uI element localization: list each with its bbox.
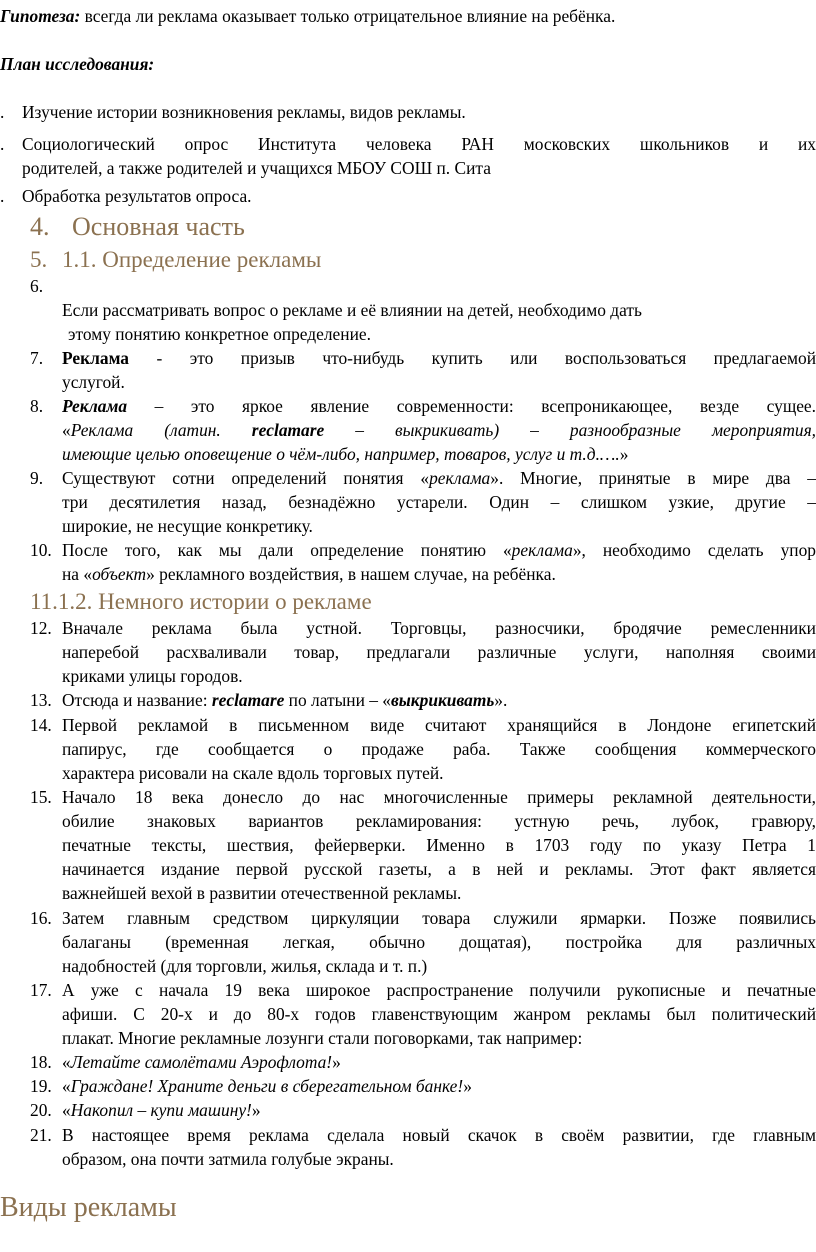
item-10-line-1: После того, как мы дали определение понятию «реклама», необходимо сделать упор	[62, 540, 816, 560]
plan-marker-1: .	[0, 102, 5, 122]
item-15-line-4: начинается издание первой русской газеты, а в ней и рекламы. Этот факт является	[62, 859, 816, 879]
item-13-number: 13.	[30, 690, 52, 710]
item-9-line-1: Существуют сотни определений понятия «реклама». Многие, принятые в мире два –	[62, 468, 816, 488]
item-7-line-2: услугой.	[62, 372, 125, 392]
item-21-line-2: образом, она почти затмила голубые экраны.	[62, 1149, 394, 1169]
item-9-number: 9.	[30, 468, 44, 488]
item-16-line-3: надобностей (для торговли, жилья, склада и т. п.)	[62, 956, 428, 976]
item-15-line-3: печатные тексты, шествия, фейерверки. Именно в 1703 году по указу Петра 1	[62, 835, 816, 855]
plan-item-2-line-1: Социологический опрос Института человека РАН московских школьников и их	[22, 134, 816, 154]
plan-item-2-line-2: родителей, а также родителей и учащихся МБОУ СОШ п. Сита	[22, 158, 491, 178]
item-16-line-1: Затем главным средством циркуляции товара служили ярмарки. Позже появились	[62, 908, 816, 928]
item-6-line-2: этому понятию конкретное определение.	[68, 324, 371, 344]
item-12-line-2: наперебой расхваливали товар, предлагали различные услуги, наполняя своими	[62, 642, 816, 662]
item-16-line-2: балаганы (временная легкая, обычно дощатая), постройка для различных	[62, 932, 816, 952]
item-19-number: 19.	[30, 1076, 52, 1096]
item-18-number: 18.	[30, 1052, 52, 1072]
item-8-number: 8.	[30, 396, 44, 416]
plan-marker-3: .	[0, 186, 5, 206]
plan-item-3: Обработка результатов опроса.	[22, 186, 252, 206]
item-15-line-1: Начало 18 века донесло до нас многочисленные примеры рекламной деятельности,	[62, 787, 816, 807]
item-8-line-1: Реклама – это яркое явление современности: всепроникающее, везде сущее.	[62, 396, 816, 416]
item-12-line-3: криками улицы городов.	[62, 666, 243, 686]
item-17-line-2: афиши. С 20-х и до 80-х годов главенствующим жанром рекламы был политический	[62, 1004, 816, 1024]
subheading-1-number: 5.	[30, 247, 48, 272]
main-heading: Основная часть	[72, 212, 245, 241]
item-14-line-3: характера рисовали на скале вдоль торговых путей.	[62, 763, 444, 783]
item-21-line-1: В настоящее время реклама сделала новый скачок в своём развитии, где главным	[62, 1125, 816, 1145]
item-9-line-2: три десятилетия назад, безнадёжно устарели. Один – слишком узкие, другие –	[62, 492, 816, 512]
item-9-line-3: широкие, не несущие конкретику.	[62, 516, 313, 536]
item-17-line-3: плакат. Многие рекламные лозунги стали поговорками, так например:	[62, 1028, 583, 1048]
hypothesis-text: всегда ли реклама оказывает только отрицательное влияние на ребёнка.	[80, 6, 616, 26]
plan-item-1: Изучение истории возникновения рекламы, видов рекламы.	[22, 102, 466, 122]
subheading-1: 1.1. Определение рекламы	[62, 247, 322, 272]
hypothesis-line	[0, 4, 615, 28]
item-16-number: 16.	[30, 908, 52, 928]
item-10-number: 10.	[30, 540, 52, 560]
item-18-line: «Летайте самолётами Аэрофлота!»	[62, 1052, 341, 1072]
plan-marker-2: .	[0, 134, 5, 154]
item-15-line-2: обилие знаковых вариантов рекламирования: устную речь, лубок, гравюру,	[62, 811, 816, 831]
item-14-line-2: папирус, где сообщается о продаже раба. Также сообщения коммерческого	[62, 739, 816, 759]
hypothesis-label: Гипотеза:	[0, 6, 81, 26]
item-14-line-1: Первой рекламой в письменном виде считают хранящийся в Лондоне египетский	[62, 715, 816, 735]
item-7-line-1: Реклама - это призыв что-нибудь купить или воспользоваться предлагаемой	[62, 348, 816, 368]
item-8-line-3: имеющие целью оповещение о чём-либо, например, товаров, услуг и т.д.….»	[62, 444, 629, 464]
item-10-line-2: на «объект» рекламного воздействия, в нашем случае, на ребёнка.	[62, 564, 556, 584]
item-21-number: 21.	[30, 1125, 52, 1145]
item-6-line-1: Если рассматривать вопрос о рекламе и её влиянии на детей, необходимо дать	[62, 300, 642, 320]
item-20-number: 20.	[30, 1100, 52, 1120]
subheading-2: 11.1.2. Немного истории о рекламе	[30, 589, 372, 614]
item-6-number: 6.	[30, 276, 44, 296]
item-7-number: 7.	[30, 348, 44, 368]
item-14-number: 14.	[30, 715, 52, 735]
item-15-line-5: важнейшей вехой в развитии отечественной рекламы.	[62, 883, 462, 903]
item-20-line: «Накопил – купи машину!»	[62, 1100, 261, 1120]
item-19-line: «Граждане! Храните деньги в сберегательном банке!»	[62, 1076, 472, 1096]
item-17-line-1: А уже с начала 19 века широкое распространение получили рукописные и печатные	[62, 980, 816, 1000]
plan-title: План исследования:	[0, 54, 155, 74]
item-13-line: Отсюда и название: reclamare по латыни – «выкрикивать».	[62, 690, 508, 710]
item-12-line-1: Вначале реклама была устной. Торговцы, разносчики, бродячие ремесленники	[62, 618, 816, 638]
main-heading-number: 4.	[30, 212, 50, 241]
item-17-number: 17.	[30, 980, 52, 1000]
section-heading-ad-types: Виды рекламы	[0, 1192, 177, 1223]
item-12-number: 12.	[30, 618, 52, 638]
item-8-line-2: «Реклама (латин. reclamare – выкрикивать) – разнообразные мероприятия,	[62, 420, 816, 440]
item-15-number: 15.	[30, 787, 52, 807]
